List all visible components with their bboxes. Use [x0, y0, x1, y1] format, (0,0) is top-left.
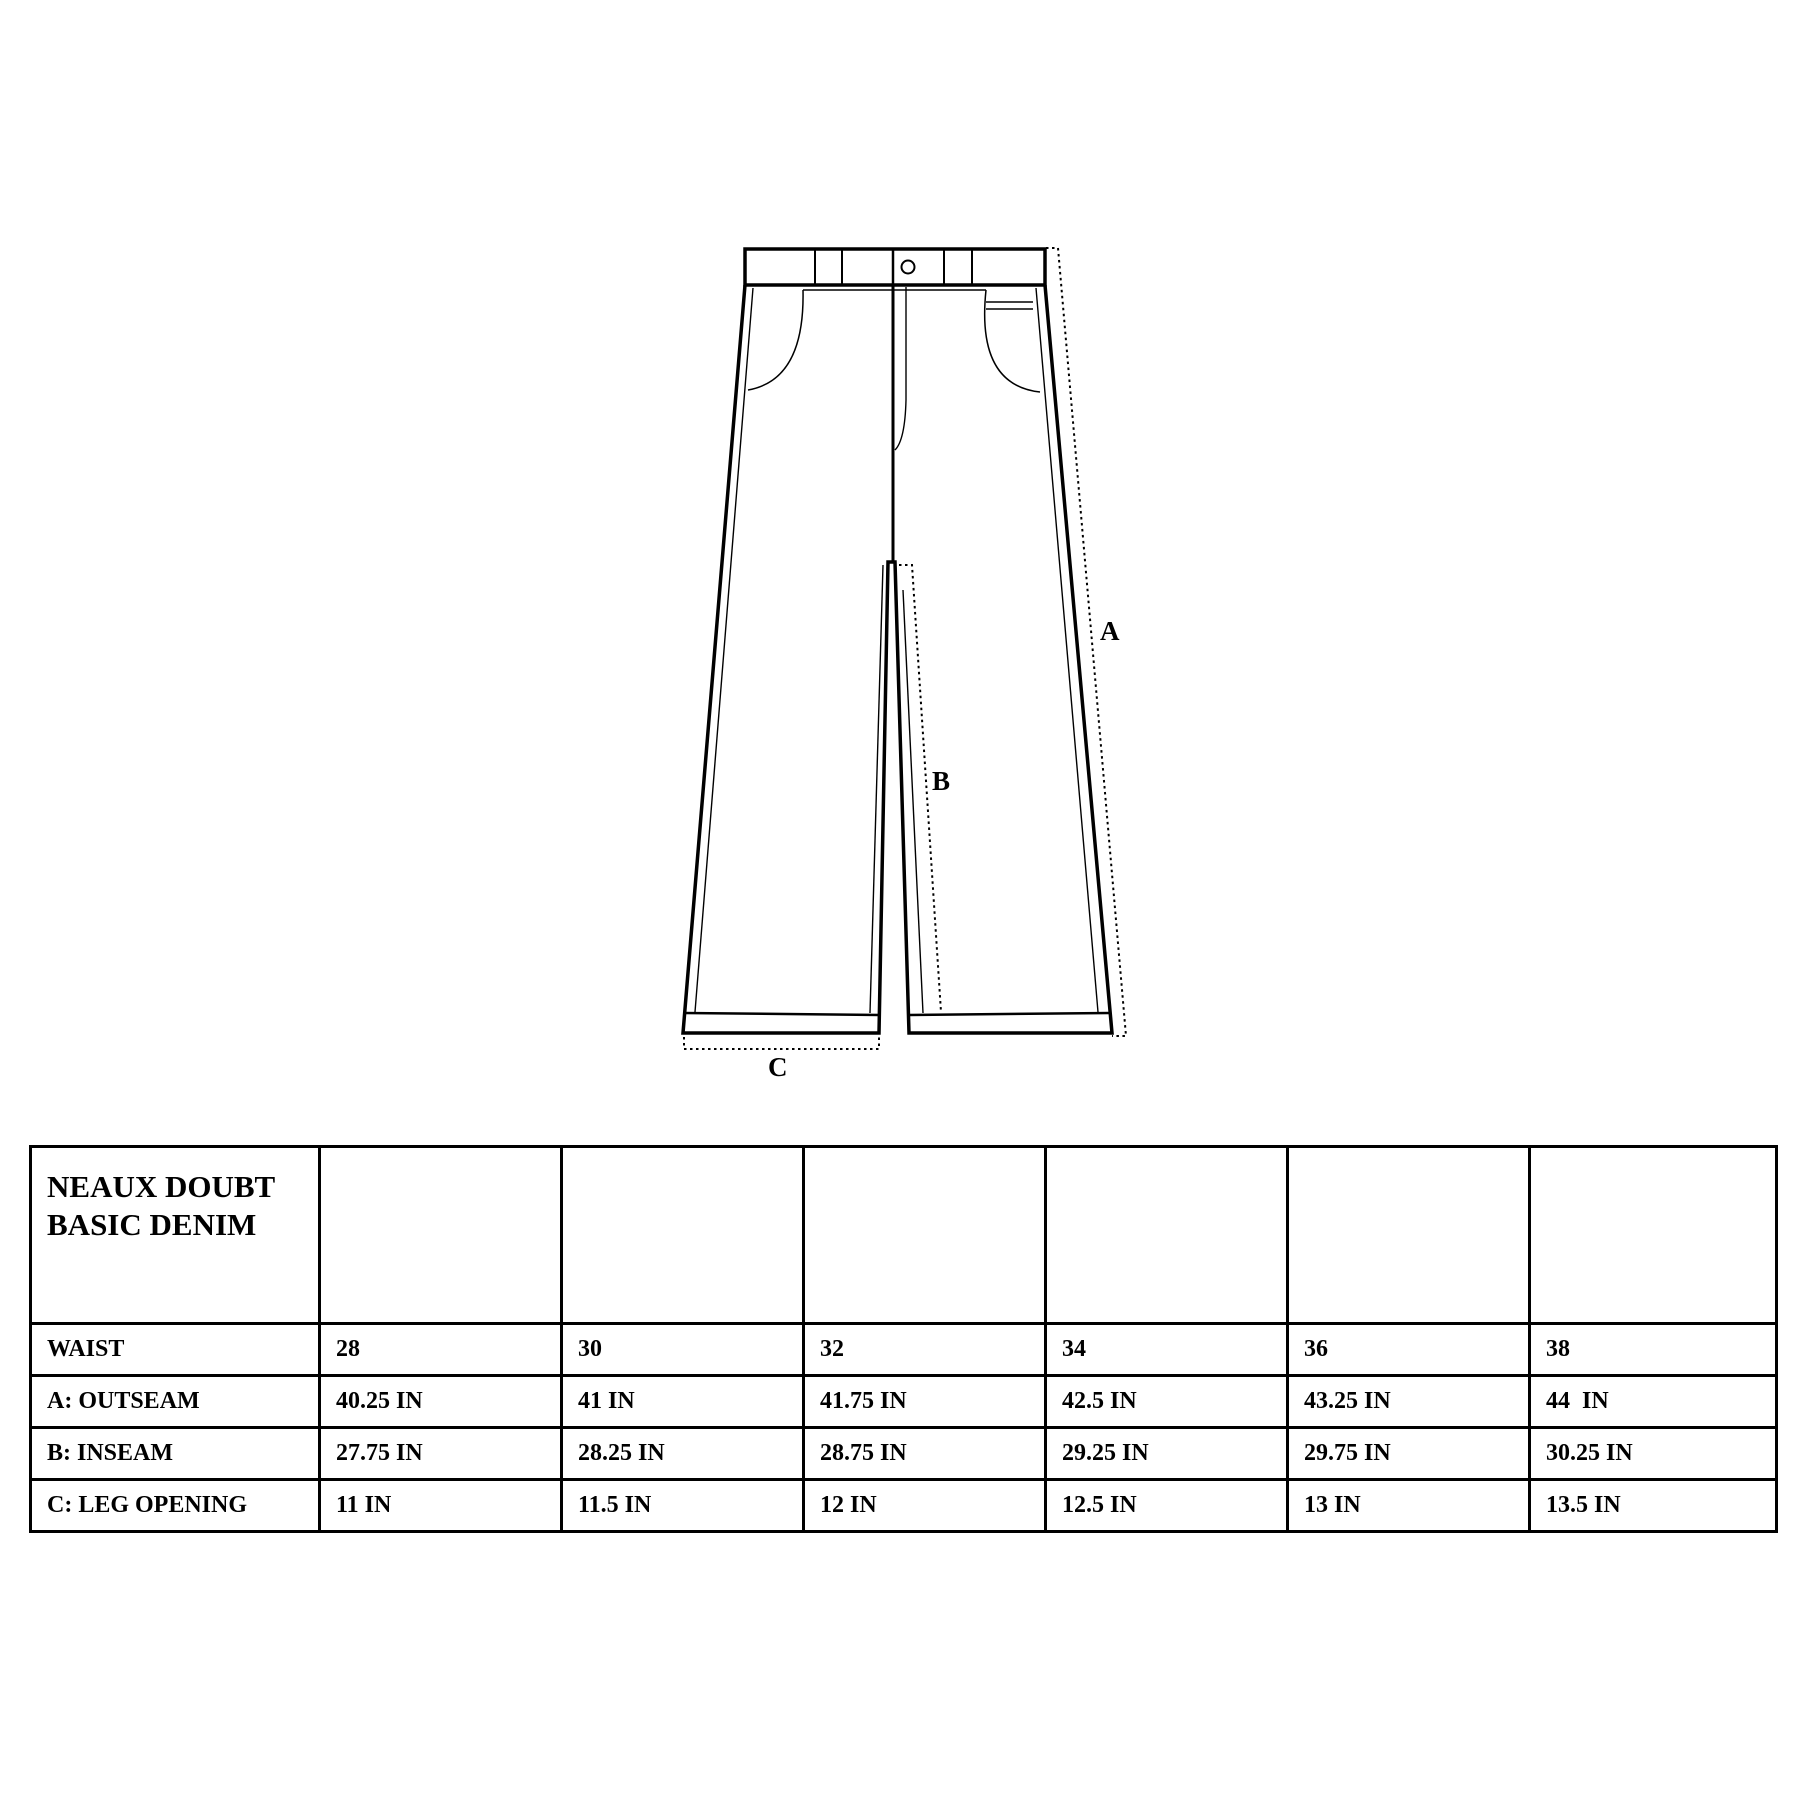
header-empty-cell — [1530, 1147, 1777, 1324]
table-cell: 44 IN — [1530, 1376, 1777, 1428]
table-cell: 28.25 IN — [562, 1428, 804, 1480]
table-cell: 11 IN — [320, 1480, 562, 1532]
table-cell: 41 IN — [562, 1376, 804, 1428]
table-cell: 27.75 IN — [320, 1428, 562, 1480]
leg-opening-label: C — [768, 1052, 788, 1082]
product-title-line1: NEAUX DOUBT — [47, 1169, 276, 1204]
waistband — [745, 249, 1045, 285]
table-cell: 29.75 IN — [1288, 1428, 1530, 1480]
header-empty-cell — [1288, 1147, 1530, 1324]
table-cell: 32 — [804, 1324, 1046, 1376]
table-cell: 12 IN — [804, 1480, 1046, 1532]
waist-row — [31, 1324, 1777, 1376]
table-cell: 43.25 IN — [1288, 1376, 1530, 1428]
product-title — [31, 1147, 320, 1324]
outseam-label: A — [1100, 616, 1120, 646]
header-empty-cell — [1046, 1147, 1288, 1324]
table-cell: 30 — [562, 1324, 804, 1376]
table-cell: 28 — [320, 1324, 562, 1376]
table-cell: 41.75 IN — [804, 1376, 1046, 1428]
button-icon — [902, 261, 915, 274]
header-empty-cell — [562, 1147, 804, 1324]
inseam-row — [31, 1428, 1777, 1480]
table-cell: 30.25 IN — [1530, 1428, 1777, 1480]
outseam-row — [31, 1376, 1777, 1428]
table-cell: 29.25 IN — [1046, 1428, 1288, 1480]
right-pocket — [985, 290, 1040, 392]
fly-stitch — [895, 287, 906, 450]
leg-opening-measure-line — [684, 1037, 879, 1049]
right-side-seam — [1036, 288, 1098, 1012]
row-label: A: OUTSEAM — [31, 1376, 320, 1428]
table-cell: 34 — [1046, 1324, 1288, 1376]
table-cell: 13 IN — [1288, 1480, 1530, 1532]
left-pocket — [748, 290, 803, 390]
pants-outline — [683, 285, 1112, 1033]
table-cell: 12.5 IN — [1046, 1480, 1288, 1532]
row-label: C: LEG OPENING — [31, 1480, 320, 1532]
leg-opening-row — [31, 1480, 1777, 1532]
row-label: B: INSEAM — [31, 1428, 320, 1480]
product-title-line2: BASIC DENIM — [47, 1207, 257, 1242]
table-cell: 11.5 IN — [562, 1480, 804, 1532]
table-cell: 13.5 IN — [1530, 1480, 1777, 1532]
row-label: WAIST — [31, 1324, 320, 1376]
table-cell: 28.75 IN — [804, 1428, 1046, 1480]
header-empty-cell — [320, 1147, 562, 1324]
table-cell: 36 — [1288, 1324, 1530, 1376]
header-empty-cell — [804, 1147, 1046, 1324]
table-header-row — [31, 1147, 1777, 1324]
inseam-label: B — [932, 766, 951, 796]
table-cell: 42.5 IN — [1046, 1376, 1288, 1428]
left-side-seam — [695, 288, 753, 1012]
table-cell: 38 — [1530, 1324, 1777, 1376]
left-hem-line — [684, 1013, 880, 1015]
right-hem-line — [909, 1013, 1110, 1015]
table-cell: 40.25 IN — [320, 1376, 562, 1428]
size-chart-table — [29, 1145, 1778, 1533]
